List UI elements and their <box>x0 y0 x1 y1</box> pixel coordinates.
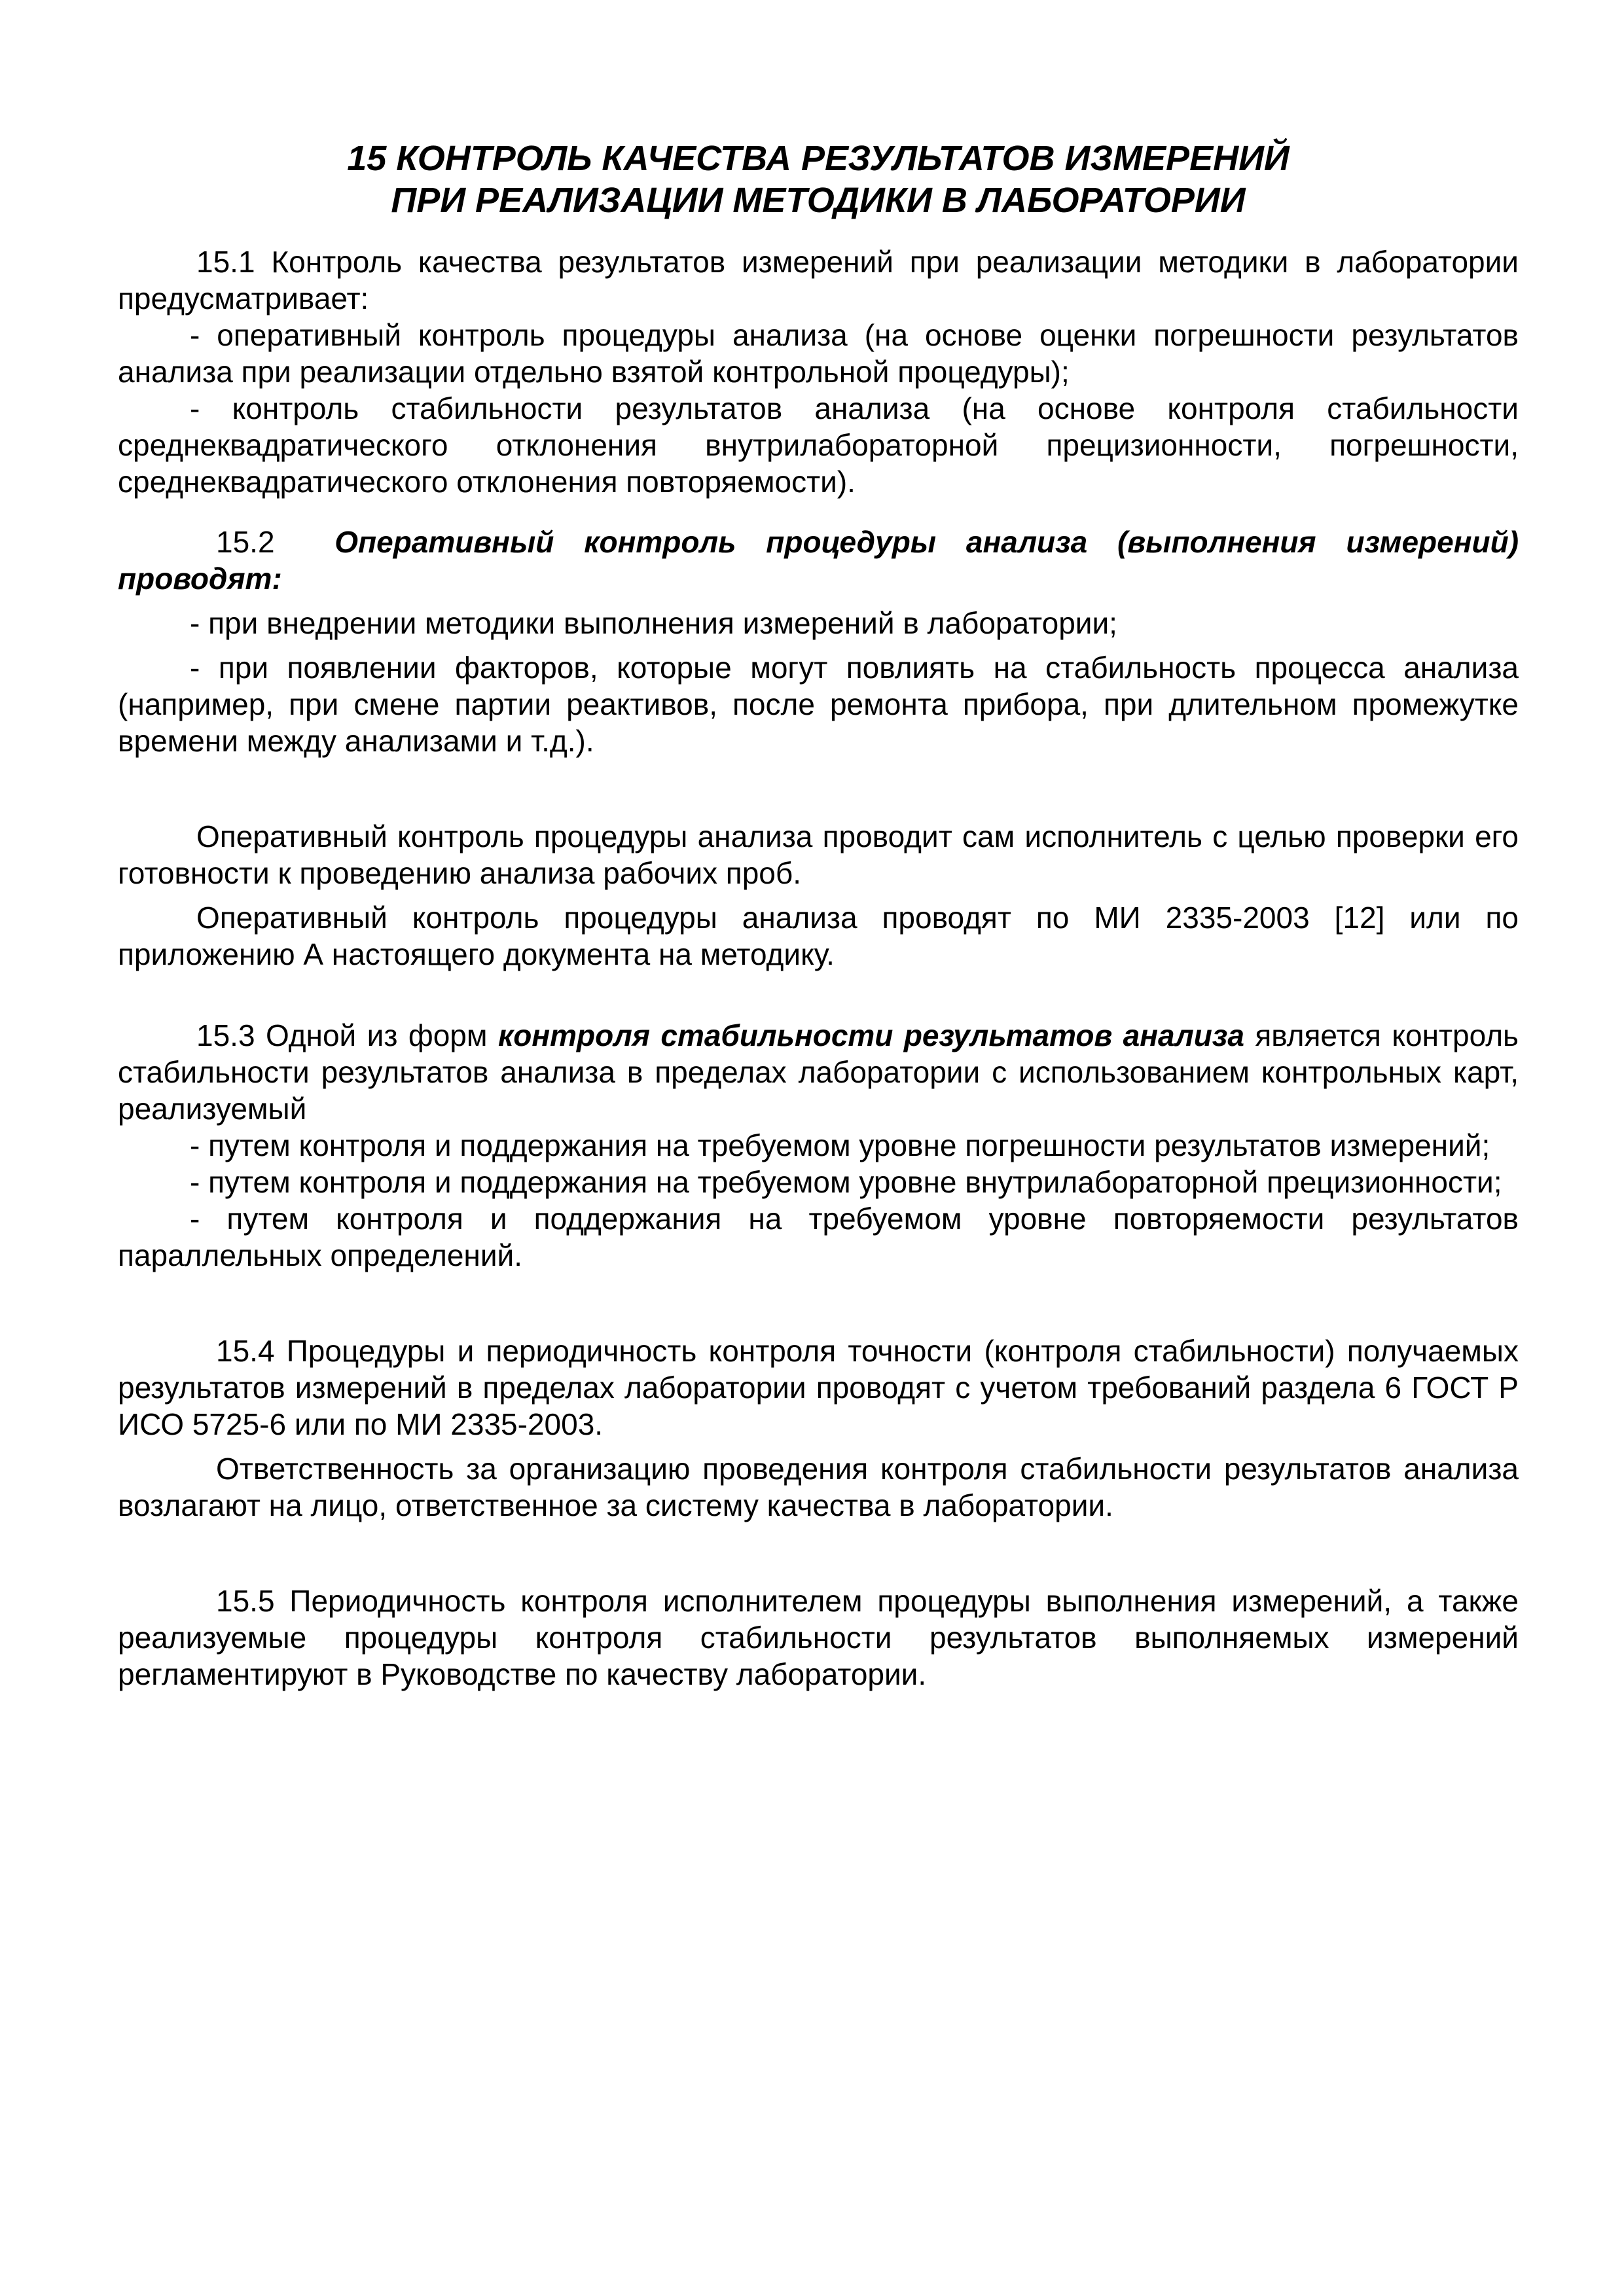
clause-body-15-3: является контроль стабильности результатов анализа в пределах лаборатории с использованием контрольных карт, реализуемый <box>118 1018 1519 1126</box>
list-item-15-1-a: - оперативный контроль процедуры анализа (на основе оценки погрешности результатов анализа при реализации отдельно взятой контрольной процедуры); <box>118 318 1519 389</box>
paragraph-15-4-responsibility: Ответственность за организацию проведения контроля стабильности результатов анализа возлагают на лицо, ответственное за систему качества в лаборатории. <box>118 1452 1519 1522</box>
list-item-15-3-b: - путем контроля и поддержания на требуемом уровне внутрилабораторной прецизионности; <box>190 1165 1502 1199</box>
paragraph-15-2 <box>118 524 1519 597</box>
paragraph-15-1: 15.1 Контроль качества результатов измерений при реализации методики в лаборатории предусматривает: <box>118 245 1519 315</box>
clause-heading-15-2: Оперативный контроль процедуры анализа (выполнения измерений) проводят: <box>118 525 1519 596</box>
clause-intro-15-3: 15.3 Одной из форм <box>196 1018 488 1052</box>
list-item-15-2-a: - при внедрении методики выполнения измерений в лаборатории; <box>190 606 1117 640</box>
list-item-15-2-b: - при появлении факторов, которые могут повлиять на стабильность процесса анализа (например, при смене партии реактивов, после ремонта прибора, при длительном промежутке времени между анализами и т.д.). <box>118 651 1519 758</box>
paragraph-15-2-performer: Оперативный контроль процедуры анализа проводит сам исполнитель с целью проверки его готовности к проведению анализа рабочих проб. <box>118 819 1519 890</box>
section-title-line-1: 15 КОНТРОЛЬ КАЧЕСТВА РЕЗУЛЬТАТОВ ИЗМЕРЕНИЙ <box>347 139 1290 178</box>
section-title-line-2: ПРИ РЕАЛИЗАЦИИ МЕТОДИКИ В ЛАБОРАТОРИИ <box>391 181 1246 220</box>
paragraph-15-5: 15.5 Периодичность контроля исполнителем процедуры выполнения измерений, а также реализуемые процедуры контроля стабильности результатов выполняемых измерений регламентируют в Руководстве по качеству лаборатории. <box>118 1584 1519 1691</box>
list-item-15-3-a: - путем контроля и поддержания на требуемом уровне погрешности результатов измерений; <box>190 1128 1490 1162</box>
paragraph-15-4: 15.4 Процедуры и периодичность контроля точности (контроля стабильности) получаемых результатов измерений в пределах лаборатории проводят с учетом требований раздела 6 ГОСТ Р ИСО 5725-6 или по МИ 2335-2003. <box>118 1334 1519 1441</box>
document-body <box>118 137 1519 1693</box>
section-title <box>118 137 1519 221</box>
clause-emphasis-15-3: контроля стабильности результатов анализа <box>497 1018 1244 1052</box>
paragraph-15-2-reference: Оперативный контроль процедуры анализа проводят по МИ 2335-2003 [12] или по приложению А настоящего документа на методику. <box>118 901 1519 971</box>
paragraph-15-3 <box>118 1017 1519 1127</box>
clause-number-15-2: 15.2 <box>216 525 275 559</box>
list-item-15-3-c: - путем контроля и поддержания на требуемом уровне повторяемости результатов параллельных определений. <box>118 1202 1519 1272</box>
list-item-15-1-b: - контроль стабильности результатов анализа (на основе контроля стабильности среднеквадратического отклонения внутрилабораторной прецизионности, погрешности, среднеквадратического отклонения повторяемости). <box>118 391 1519 499</box>
